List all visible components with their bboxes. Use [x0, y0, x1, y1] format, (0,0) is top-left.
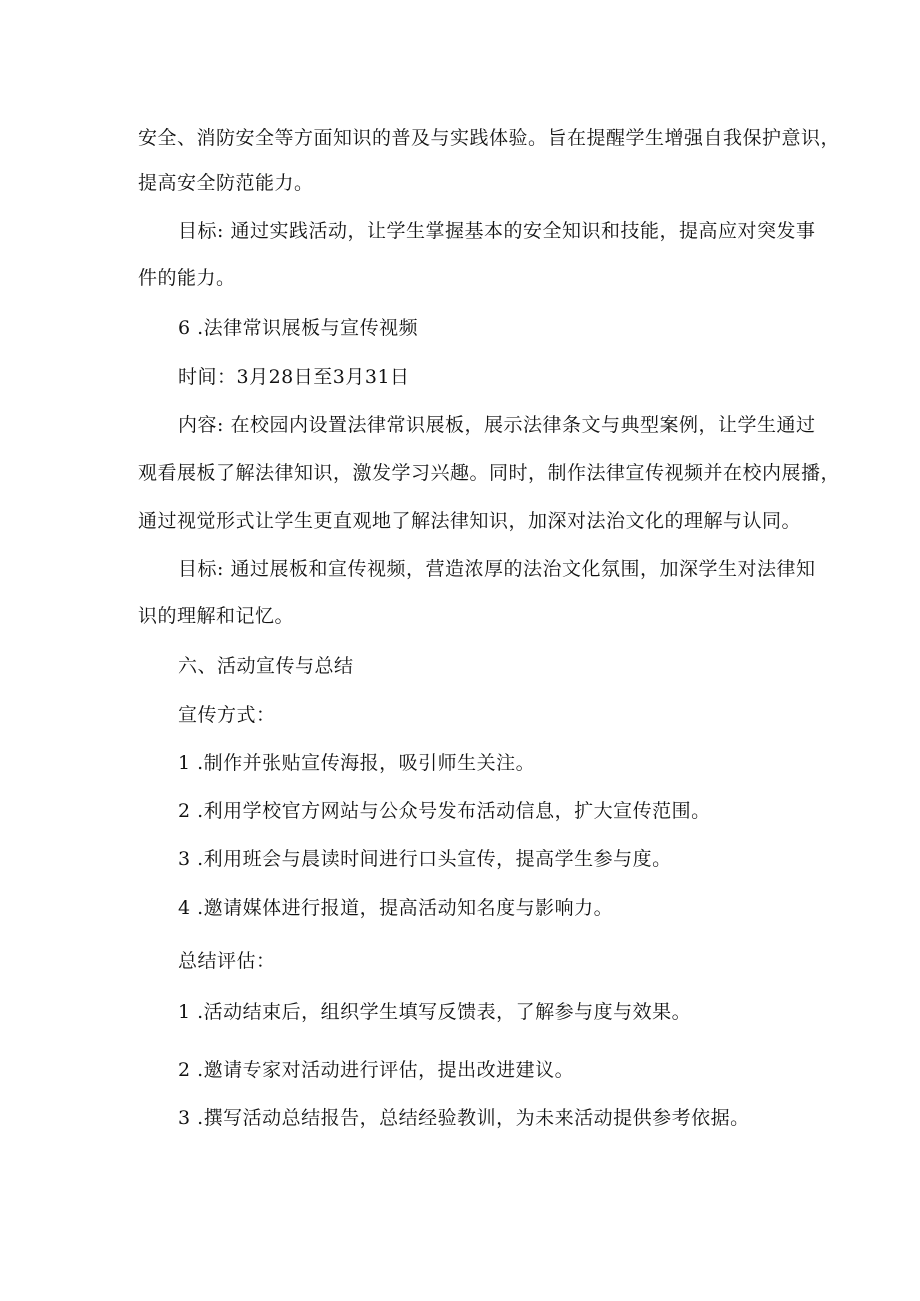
section-6-heading: 六、活动宣传与总结	[178, 655, 354, 677]
item-6-content-line-1: 内容: 在校园内设置法律常识展板，展示法律条文与典型案例，让学生通过	[178, 414, 816, 436]
item-6-heading: 6 .法律常识展板与宣传视频	[178, 317, 419, 339]
publicity-item: 2 .利用学校官方网站与公众号发布活动信息，扩大宣传范围。	[178, 800, 711, 822]
item-6-goal-line-1: 目标: 通过展板和宣传视频，营造浓厚的法治文化氛围，加深学生对法律知	[178, 558, 816, 580]
summary-item: 2 .邀请专家对活动进行评估，提出改进建议。	[178, 1059, 575, 1081]
goal-5-line-1: 目标: 通过实践活动，让学生掌握基本的安全知识和技能，提高应对突发事	[178, 220, 816, 242]
summary-item: 1 .活动结束后，组织学生填写反馈表，了解参与度与效果。	[178, 1001, 692, 1023]
intro-line-2: 提高安全防范能力。	[138, 172, 314, 194]
publicity-item: 1 .制作并张贴宣传海报，吸引师生关注。	[178, 752, 536, 774]
item-6-content-line-3: 通过视觉形式让学生更直观地了解法律知识，加深对法治文化的理解与认同。	[138, 510, 802, 532]
summary-heading: 总结评估：	[178, 950, 276, 972]
item-6-time: 时间：3月28日至3月31日	[178, 366, 410, 388]
publicity-heading: 宣传方式：	[178, 704, 276, 726]
publicity-item: 3 .利用班会与晨读时间进行口头宣传，提高学生参与度。	[178, 848, 672, 870]
item-6-goal-line-2: 识的理解和记忆。	[138, 605, 295, 627]
intro-line-1: 安全、消防安全等方面知识的普及与实践体验。旨在提醒学生增强自我保护意识，	[138, 127, 841, 149]
item-6-content-line-2: 观看展板了解法律知识，激发学习兴趣。同时，制作法律宣传视频并在校内展播，	[138, 462, 841, 484]
summary-item: 3 .撰写活动总结报告，总结经验教训，为未来活动提供参考依据。	[178, 1107, 750, 1129]
publicity-item: 4 .邀请媒体进行报道，提高活动知名度与影响力。	[178, 897, 614, 919]
goal-5-line-2: 件的能力。	[138, 267, 236, 289]
